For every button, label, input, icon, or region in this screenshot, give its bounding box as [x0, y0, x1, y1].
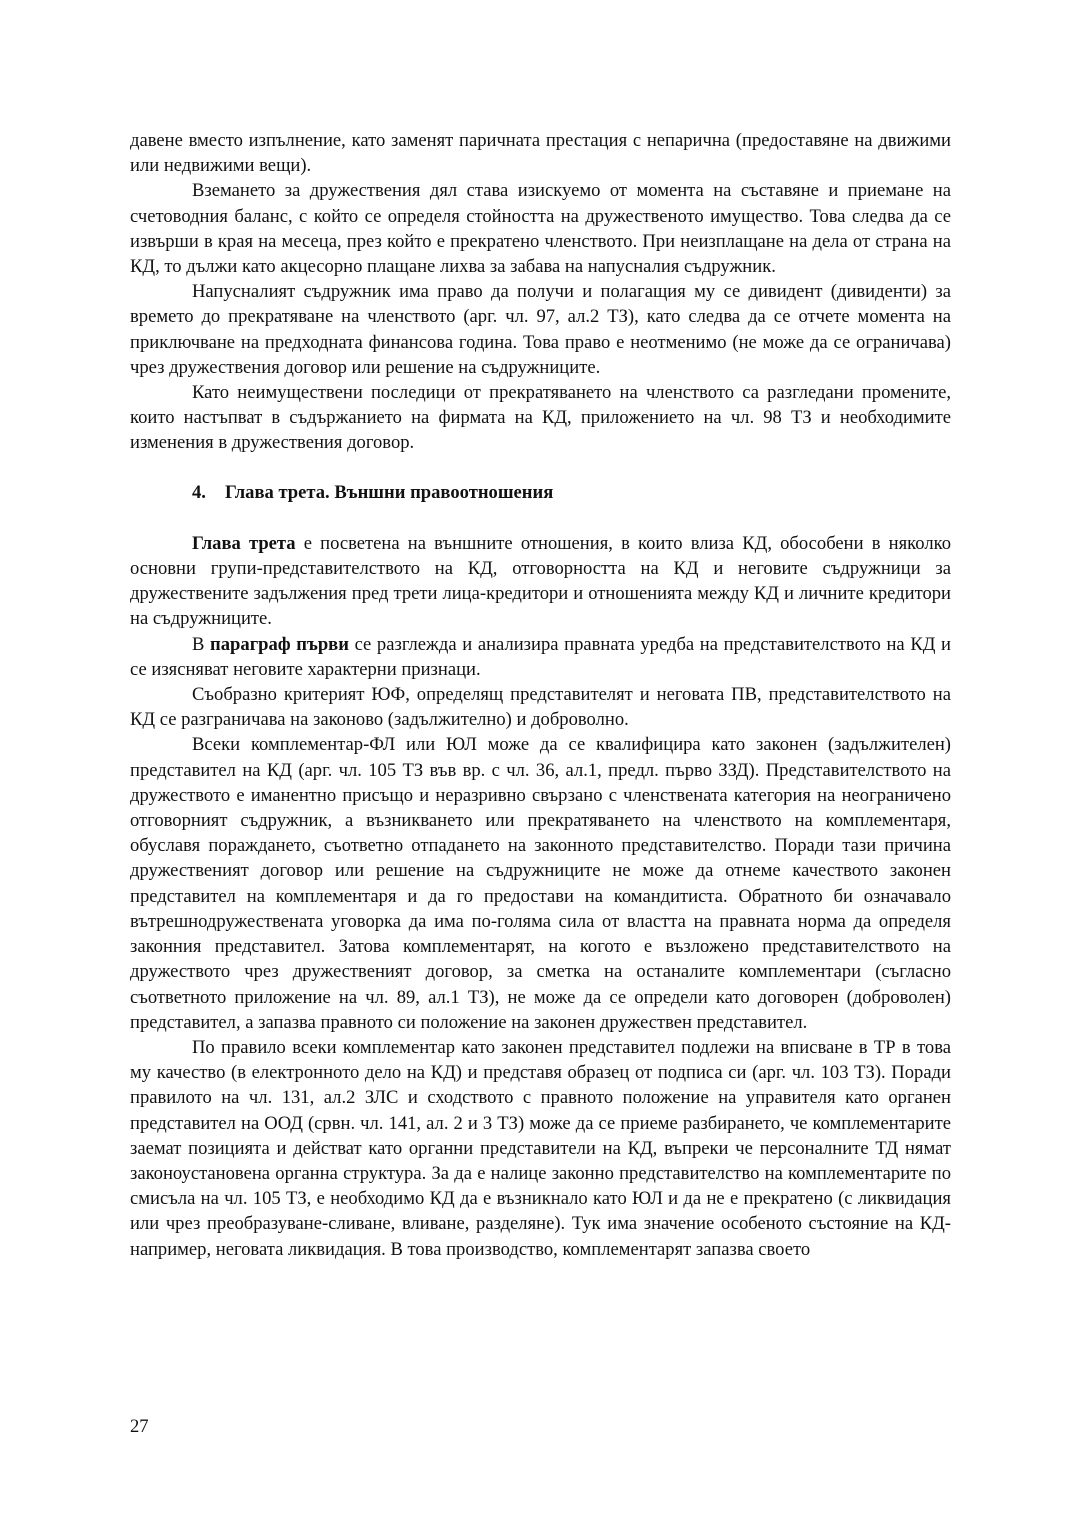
paragraph-text: е посветена на външните отношения, в които влиза КД, обособени в няколко основни групи-представителството на КД, отговорността на КД и неговите съдружници за дружествените задължения пред трети лица-кредитори и отношенията между КД и личните кредитори на съдружниците. — [130, 532, 951, 630]
paragraph-dividend: Напусналият съдружник има право да получи и полагащия му се дивидент (дивиденти) за времето до прекратяване на членството (арг. чл. 97, ал.2 ТЗ), като следва да се отчете момента на приключване на предходната финансова година. Това право е неотменимо (не може да се ограничава) чрез дружествения договор или решение на съдружниците. — [130, 281, 951, 378]
paragraph-non-property: Като неимуществени последици от прекратяването на членството са разгледани промените, които настъпват в съдържанието на фирмата на КД, приложението на чл. 98 ТЗ и необходимите изменения в дружествения договор. — [130, 382, 951, 454]
section-heading — [130, 480, 951, 505]
page-number: 27 — [130, 1416, 149, 1437]
paragraph-claim-share: Вземането за дружествения дял става изискуемо от момента на съставяне и приемане на счетоводния баланс, с който се определя стойността на дружественото имущество. Това следва да се извърши в края на месеца, през който е прекратено членството. При неизплащане на дела от страна на КД, то дължи като акцесорно плащане лихва за забава на напусналия съдружник. — [130, 180, 951, 278]
paragraph-prefix: В — [192, 633, 211, 655]
paragraph-registration: По правило всеки комплементар като законен представител подлежи на вписване в ТР в това му качество (в електронното дело на КД) и представя образец от подписа си (арг. чл. 103 ТЗ). Поради правилото на чл. 131, ал.2 ЗЛС и сходството с правното положение на управителя като органен представител на ООД (срвн. чл. 141, ал. 2 и 3 ТЗ) може да се приеме разбирането, че комплементарите заемат позицията и действат като органни представители на КД, въпреки че персоналните ТД нямат законоустановена органна структура. За да е налице законно представителство на комплементарите по смисъла на чл. 105 ТЗ, е необходимо КД да е възникнало като ЮЛ и да не е прекратено (с ликвидация или чрез преобразуване-сливане, вливане, разделяне). Тук има значение особеното състояние на КД-например, неговата ликвидация. В това производство, комплементарят запазва своето — [130, 1036, 951, 1260]
section-title: Глава трета. Външни правоотношения — [225, 481, 554, 503]
document-page — [130, 128, 951, 1262]
paragraph-chapter-three — [130, 531, 951, 632]
bold-term: параграф първи — [210, 633, 349, 655]
paragraph-continuation: давене вместо изпълнение, като заменят паричната престация с непарична (предоставяне на движими или недвижими вещи). — [130, 130, 951, 177]
bold-term: Глава трета — [192, 532, 296, 554]
paragraph-criterion: Съобразно критерият ЮФ, определящ представителят и неговата ПВ, представителството на КД се разграничава на законово (задължително) и доброволно. — [130, 684, 951, 731]
paragraph-text: се разглежда и анализира правната уредба на представителството на КД и се изясняват неговите характерни признаци. — [130, 633, 951, 680]
paragraph-section-one — [130, 632, 951, 682]
paragraph-legal-representative: Всеки комплементар-ФЛ или ЮЛ може да се квалифицира като законен (задължителен) представител на КД (арг. чл. 105 ТЗ във вр. с чл. 36, ал.1, предл. първо ЗЗД). Представителството на дружеството е иманентно присъщо и неразривно свързано с членствената категория на неограничено отговорният съдружник, а възникването или прекратяването на членството на комплементаря, обуславя пораждането, съответно отпадането на законното представителство. Поради тази причина дружественият договор или решение на съдружниците не може да отнеме качеството законен представител на комплементаря и да го предостави на командитиста. Обратното би означавало вътрешнодружествената уговорка да има по-голяма сила от властта на правната норма да определя законния представител. Затова комплементарят, на когото е възложено представителството на дружеството чрез дружественият договор, за сметка на останалите комплементари (съгласно съответното приложение на чл. 89, ал.1 ТЗ), не може да се определи като договорен (доброволен) представител, а запазва правното си положение на законен дружествен представител. — [130, 734, 951, 1033]
section-number: 4. — [192, 481, 206, 503]
